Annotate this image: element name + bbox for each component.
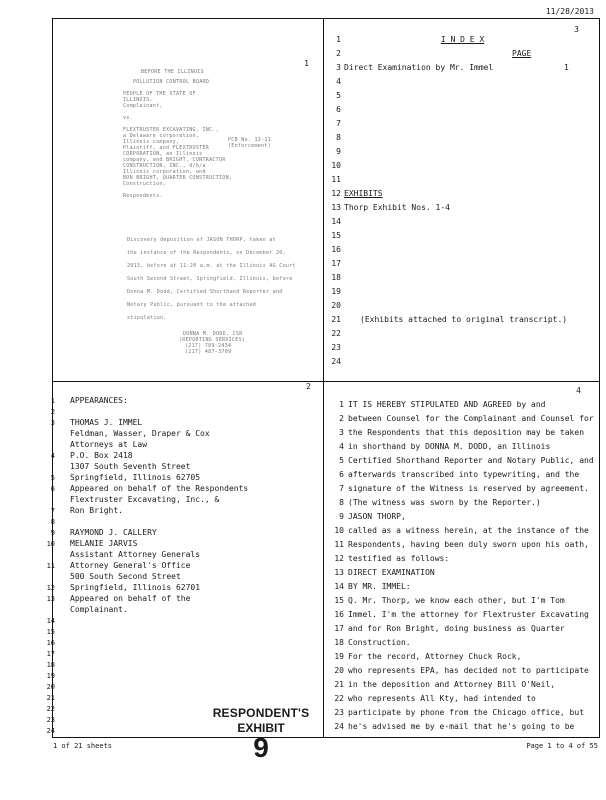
- line-number: 3: [336, 63, 341, 72]
- exhibit-stamp: [206, 700, 316, 800]
- page-4-testimony: [324, 382, 601, 739]
- body-line: South Second Street, Springfield, Illinois, before: [127, 276, 293, 282]
- transcript-line: [324, 440, 601, 454]
- caption-line: Illinois company,: [123, 139, 180, 145]
- line-number: 9: [336, 147, 341, 156]
- line-number: 6: [336, 105, 341, 114]
- body-line: stipulation.: [127, 315, 167, 321]
- index-title-row: [324, 33, 601, 47]
- line-number: 18: [331, 273, 341, 282]
- line-number: 5: [50, 474, 55, 482]
- line-number: 13: [331, 203, 341, 212]
- line-number: 8: [336, 133, 341, 142]
- line-number: 14: [334, 582, 344, 591]
- transcript-sheet: [46, 18, 600, 738]
- line-number: 16: [334, 610, 344, 619]
- line-text: in the deposition and Attorney Bill O'Neil,: [348, 680, 556, 689]
- caption-line: Respondents.: [123, 193, 163, 199]
- line-number: 17: [334, 624, 344, 633]
- court-line: POLLUTION CONTROL BOARD: [133, 79, 210, 85]
- transcript-line: [324, 552, 601, 566]
- transcript-line: [324, 468, 601, 482]
- line-number: 15: [331, 231, 341, 240]
- line-row: [324, 271, 601, 285]
- line-number: 7: [339, 484, 344, 493]
- caption-line: Complainant,: [123, 103, 163, 109]
- exhibits-entry-row: [324, 201, 601, 215]
- page-label-row: [324, 47, 601, 61]
- exam-page: 1: [564, 63, 569, 72]
- line-text: Flextruster Excavating, Inc., &: [70, 495, 220, 504]
- caption-line: ILLINOIS,: [123, 97, 153, 103]
- line-text: For the record, Attorney Chuck Rock,: [348, 652, 522, 661]
- line-number: 23: [46, 716, 55, 724]
- line-number: 15: [46, 628, 55, 636]
- transcript-line: [324, 496, 601, 510]
- line-number: 24: [331, 357, 341, 366]
- transcript-line: [324, 454, 601, 468]
- line-row: [324, 159, 601, 173]
- line-text: and for Ron Bright, doing business as Quarter: [348, 624, 565, 633]
- caption-line: CORPORATION, an Illinois: [123, 151, 203, 157]
- line-number: 21: [46, 694, 55, 702]
- body-line: 2013, before at 11:20 a.m. at the Illinois AG Court: [127, 263, 296, 269]
- line-text: BY MR. IMMEL:: [348, 582, 411, 591]
- body-line: Notary Public, pursuant to the attached: [127, 302, 257, 308]
- line-number: 6: [339, 470, 344, 479]
- line-text: Construction.: [348, 638, 411, 647]
- line-text: Immel. I'm the attorney for Flextruster Excavating: [348, 610, 589, 619]
- line-number: 20: [331, 301, 341, 310]
- line-number: 13: [46, 595, 55, 603]
- line-number: 19: [331, 287, 341, 296]
- line-number: 19: [46, 672, 55, 680]
- line-number: 1: [339, 400, 344, 409]
- line-text: IT IS HEREBY STIPULATED AND AGREED by and: [348, 400, 546, 409]
- line-number: 18: [46, 661, 55, 669]
- caption-line: CONSTRUCTION, INC., d/b/a: [123, 163, 206, 169]
- stamp-line-2: EXHIBIT: [237, 721, 285, 735]
- transcript-line: [324, 650, 601, 664]
- reporter-line: DONNA M. DODD, CSR: [183, 331, 243, 337]
- line-number: 6: [50, 485, 55, 493]
- line-number: 2: [339, 414, 344, 423]
- line-row: [324, 173, 601, 187]
- line-text: Feldman, Wasser, Draper & Cox: [70, 429, 210, 438]
- line-number: 21: [331, 315, 341, 324]
- line-row: [324, 327, 601, 341]
- index-title: I N D E X: [440, 35, 485, 44]
- page-number: 4: [576, 386, 581, 395]
- transcript-line: [324, 398, 601, 412]
- line-number: 10: [46, 540, 55, 548]
- line-number: 11: [46, 562, 55, 570]
- page-number: 2: [306, 382, 311, 391]
- page-label: PAGE: [512, 49, 532, 58]
- line-number: 19: [334, 652, 344, 661]
- line-number: 4: [50, 452, 55, 460]
- line-text: Attorney General's Office: [70, 561, 191, 570]
- line-number: 14: [46, 617, 55, 625]
- line-number: 12: [46, 584, 55, 592]
- case-type: (Enforcement): [228, 143, 272, 149]
- transcript-line: [324, 412, 601, 426]
- line-row: [324, 355, 601, 369]
- line-text: Ron Bright.: [70, 506, 123, 515]
- body-line: Discovery deposition of JASON THORP, taken at: [127, 237, 276, 243]
- line-number: 22: [46, 705, 55, 713]
- line-number: 5: [336, 91, 341, 100]
- line-number: 16: [331, 245, 341, 254]
- reporter-line: (REPORTING SERVICES): [179, 337, 246, 343]
- caption-line: Plaintiff, and FLEXTRUSTER: [123, 145, 210, 151]
- line-number: 3: [50, 419, 55, 427]
- transcript-line: [324, 692, 601, 706]
- line-text: RAYMOND J. CALLERY: [70, 528, 157, 537]
- line-text: called as a witness herein, at the instance of the: [348, 526, 589, 535]
- line-text: APPEARANCES:: [70, 396, 128, 405]
- caption-line: company, and BRIGHT, CONTRACTOR: [123, 157, 226, 163]
- line-text: who represents All Kty, had intended to: [348, 694, 536, 703]
- header-date: 11/28/2013: [545, 7, 594, 16]
- court-line: BEFORE THE ILLINOIS: [141, 69, 204, 75]
- line-number: 23: [331, 343, 341, 352]
- line-number: 8: [50, 518, 55, 526]
- caption-line: FLEXTRUSTER EXCAVATING, INC.,: [123, 127, 219, 133]
- line-number: 24: [334, 722, 344, 731]
- line-row: [324, 103, 601, 117]
- line-number: 15: [334, 596, 344, 605]
- line-number: 18: [334, 638, 344, 647]
- line-row: [324, 229, 601, 243]
- line-number: 16: [46, 639, 55, 647]
- line-text: Attorneys at Law: [70, 440, 148, 449]
- transcript-line: [324, 636, 601, 650]
- transcript-line: [324, 720, 601, 734]
- caption-line: BON BRIGHT, QUARTER CONSTRUCTION,: [123, 175, 233, 181]
- reporter-line: (217) 789-2434: [185, 343, 232, 349]
- transcript-line: [324, 524, 601, 538]
- line-number: 14: [331, 217, 341, 226]
- line-number: 11: [331, 175, 341, 184]
- line-number: 13: [334, 568, 344, 577]
- caption-line: Construction,: [123, 181, 167, 187]
- line-number: 2: [336, 49, 341, 58]
- line-number: 17: [46, 650, 55, 658]
- line-row: [324, 215, 601, 229]
- transcript-line: [324, 426, 601, 440]
- line-number: 5: [339, 456, 344, 465]
- page-3-index: [324, 19, 601, 381]
- line-row: [324, 89, 601, 103]
- line-text: 500 South Second Street: [70, 572, 181, 581]
- footer-sheets: 1 of 21 sheets: [53, 742, 113, 750]
- line-text: Springfield, Illinois 62705: [70, 473, 201, 482]
- line-text: Appeared on behalf of the Respondents: [70, 484, 249, 493]
- line-text: between Counsel for the Complainant and Counsel for: [348, 414, 594, 423]
- caption-line: vs.: [123, 115, 133, 121]
- transcript-line: [324, 580, 601, 594]
- line-text: Assistant Attorney Generals: [70, 550, 201, 559]
- caption-line: Illinois corporation, and: [123, 169, 206, 175]
- exhibits-note-row: [324, 313, 601, 327]
- footer-pages: Page 1 to 4 of 55: [526, 742, 598, 750]
- line-number: 21: [334, 680, 344, 689]
- exhibits-note: (Exhibits attached to original transcript.): [360, 315, 568, 324]
- stamp-line-1: RESPONDENT'S: [212, 706, 310, 720]
- line-row: [324, 75, 601, 89]
- line-row: [324, 299, 601, 313]
- line-number: 22: [334, 694, 344, 703]
- line-text: in shorthand by DONNA M. DODD, an Illinois: [348, 442, 551, 451]
- line-number: 4: [336, 77, 341, 86]
- line-number: 3: [339, 428, 344, 437]
- line-number: 2: [50, 408, 55, 416]
- line-row: [324, 341, 601, 355]
- page-1-caption: [53, 19, 323, 381]
- line-number: 7: [336, 119, 341, 128]
- transcript-line: [324, 566, 601, 580]
- exhibits-heading: EXHIBITS: [344, 189, 383, 198]
- exhibits-entry: Thorp Exhibit Nos. 1-4: [344, 203, 450, 212]
- line-number: 8: [339, 498, 344, 507]
- stamp-number: 9: [253, 732, 269, 763]
- case-number: PCB No. 12-11: [228, 137, 272, 143]
- exam-entry: Direct Examination by Mr. Immel: [344, 63, 494, 72]
- body-line: the instance of the Respondents, on December 20,: [127, 250, 286, 256]
- line-number: 9: [50, 529, 55, 537]
- line-text: afterwards transcribed into typewriting, and the: [348, 470, 580, 479]
- line-text: (The witness was sworn by the Reporter.): [348, 498, 541, 507]
- line-text: participate by phone from the Chicago office, but: [348, 708, 585, 717]
- transcript-line: [324, 678, 601, 692]
- exam-entry-row: [324, 61, 601, 75]
- line-number: 17: [331, 259, 341, 268]
- line-text: the Respondents that this deposition may be taken: [348, 428, 585, 437]
- page-number: 1: [304, 59, 309, 68]
- exhibits-heading-row: [324, 187, 601, 201]
- line-number: 10: [334, 526, 344, 535]
- line-text: Certified Shorthand Reporter and Notary Public, and: [348, 456, 594, 465]
- line-number: 12: [331, 189, 341, 198]
- line-text: who represents EPA, has decided not to participate: [348, 666, 589, 675]
- transcript-line: [324, 538, 601, 552]
- line-text: P.O. Box 2418: [70, 451, 133, 460]
- line-text: Complainant.: [70, 605, 128, 614]
- line-row: [324, 117, 601, 131]
- line-text: Springfield, Illinois 62701: [70, 583, 201, 592]
- line-text: 1307 South Seventh Street: [70, 462, 191, 471]
- page-2-appearances: [46, 382, 323, 739]
- line-text: testified as follows:: [348, 554, 450, 563]
- line-text: DIRECT EXAMINATION: [348, 568, 435, 577]
- transcript-line: [324, 482, 601, 496]
- transcript-line: [324, 510, 601, 524]
- line-number: 10: [331, 161, 341, 170]
- body-line: Donna M. Dodd, Certified Shorthand Reporter and: [127, 289, 283, 295]
- line-number: 1: [336, 35, 341, 44]
- line-row: [324, 131, 601, 145]
- line-number: 9: [339, 512, 344, 521]
- transcript-line: [324, 664, 601, 678]
- line-number: 11: [334, 540, 344, 549]
- line-number: 7: [50, 507, 55, 515]
- line-number: 1: [50, 397, 55, 405]
- line-number: 23: [334, 708, 344, 717]
- line-number: 12: [334, 554, 344, 563]
- line-row: [324, 243, 601, 257]
- line-row: [324, 285, 601, 299]
- line-row: [324, 145, 601, 159]
- line-number: 20: [334, 666, 344, 675]
- line-row: [324, 257, 601, 271]
- transcript-line: [324, 706, 601, 720]
- line-number: 22: [331, 329, 341, 338]
- line-text: MELANIE JARVIS: [70, 539, 138, 548]
- line-text: Q. Mr. Thorp, we know each other, but I'm Tom: [348, 596, 565, 605]
- reporter-line: (217) 487-3709: [185, 349, 232, 355]
- transcript-line: [324, 608, 601, 622]
- caption-line: PEOPLE OF THE STATE OF: [123, 91, 196, 97]
- line-text: Appeared on behalf of the: [70, 594, 191, 603]
- line-number: 20: [46, 683, 55, 691]
- line-text: JASON THORP,: [348, 512, 406, 521]
- transcript-line: [324, 622, 601, 636]
- line-number: 24: [46, 727, 55, 735]
- page-number: 3: [574, 25, 579, 34]
- line-number: 4: [339, 442, 344, 451]
- line-text: Respondents, having been duly sworn upon his oath,: [348, 540, 589, 549]
- transcript-line: [324, 594, 601, 608]
- line-text: signature of the Witness is reserved by agreement.: [348, 484, 589, 493]
- caption-line: a Delaware corporation,: [123, 133, 200, 139]
- line-text: he's advised me by e-mail that he's going to be: [348, 722, 575, 731]
- line-text: THOMAS J. IMMEL: [70, 418, 143, 427]
